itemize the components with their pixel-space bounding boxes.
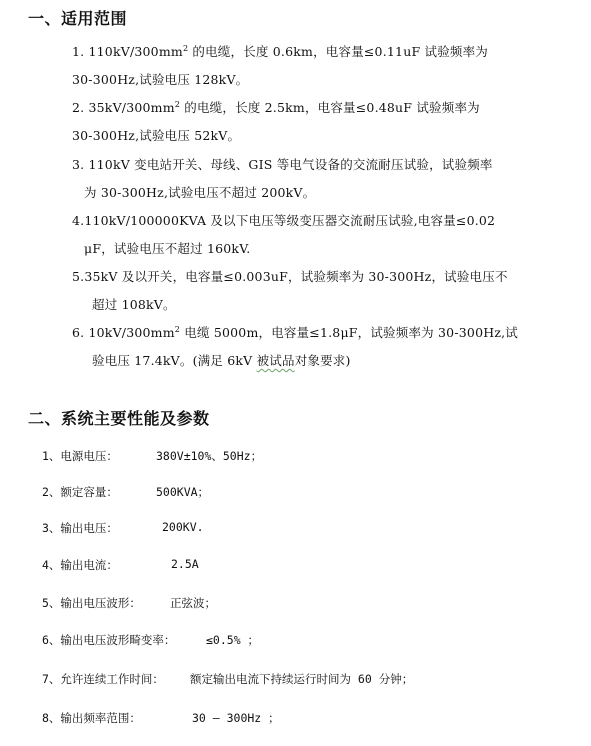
scope-item-5-line2: 超过 108kV。 — [92, 297, 176, 312]
param-7-label: 7、允许连续工作时间： — [42, 672, 164, 686]
spellcheck-underlined-word: 被试品 — [256, 353, 295, 368]
scope-item-1-superscript: 2 — [182, 44, 189, 53]
scope-item-6-line2-text-cont: 对象要求) — [294, 353, 351, 368]
param-3-value: 200KV. — [162, 520, 204, 534]
param-6-label: 6、输出电压波形畸变率： — [42, 633, 176, 647]
scope-item-2-line1 — [72, 98, 480, 116]
scope-item-2-line2: 30-300Hz,试验电压 52kV。 — [72, 128, 241, 143]
param-7-value: 额定输出电流下持续运行时间为 60 分钟； — [190, 672, 414, 686]
scope-item-6-text: 6. 10kV/300mm — [72, 325, 175, 340]
scope-item-1-text-cont: 的电缆，长度 0.6km，电容量≤0.11uF 试验频率为 — [188, 44, 488, 59]
param-2-value: 500KVA； — [156, 485, 210, 499]
param-5-label: 5、输出电压波形： — [42, 596, 141, 610]
scope-item-1-text: 1. 110kV/300mm — [72, 44, 183, 59]
scope-item-6-line2-text: 验电压 17.4kV。(满足 6kV — [92, 353, 257, 368]
scope-item-6-line2 — [92, 351, 351, 369]
scope-item-4-line2: μF，试验电压不超过 160kV. — [84, 241, 251, 256]
param-6-value: ≤0.5% ； — [206, 633, 260, 647]
param-4-value: 2.5A — [171, 557, 199, 571]
scope-item-4-line1: 4.110kV/100000KVA 及以下电压等级变压器交流耐压试验,电容量≤0.02 — [72, 213, 496, 228]
param-4-label: 4、输出电流： — [42, 558, 118, 572]
param-1-label: 1、电源电压： — [42, 449, 118, 463]
param-8-label: 8、输出频率范围： — [42, 711, 141, 725]
section1-heading: 一、适用范围 — [28, 9, 128, 28]
scope-item-6-line1 — [72, 323, 518, 341]
param-2-label: 2、额定容量： — [42, 485, 118, 499]
scope-item-1-line2: 30-300Hz,试验电压 128kV。 — [72, 72, 249, 87]
scope-item-3-line1: 3. 110kV 变电站开关、母线、GIS 等电气设备的交流耐压试验，试验频率 — [72, 157, 493, 172]
scope-item-6-superscript: 2 — [174, 325, 181, 334]
scope-item-5-line1: 5.35kV 及以开关，电容量≤0.003uF，试验频率为 30-300Hz，试验电压不 — [72, 269, 508, 284]
param-3-label: 3、输出电压： — [42, 521, 118, 535]
scope-item-1-line1 — [72, 42, 488, 60]
scope-item-3-line2: 为 30-300Hz,试验电压不超过 200kV。 — [84, 185, 316, 200]
scope-item-2-text-cont: 的电缆，长度 2.5km，电容量≤0.48uF 试验频率为 — [180, 100, 480, 115]
param-8-value: 30 – 300Hz ； — [192, 711, 280, 725]
param-1-value: 380V±10%、50Hz； — [156, 449, 263, 463]
param-5-value: 正弦波； — [170, 596, 216, 610]
scope-item-2-text: 2. 35kV/300mm — [72, 100, 175, 115]
scope-item-6-text-cont: 电缆 5000m，电容量≤1.8μF，试验频率为 30-300Hz,试 — [180, 325, 518, 340]
section2-heading: 二、系统主要性能及参数 — [28, 409, 210, 428]
scope-item-2-superscript: 2 — [174, 100, 181, 109]
